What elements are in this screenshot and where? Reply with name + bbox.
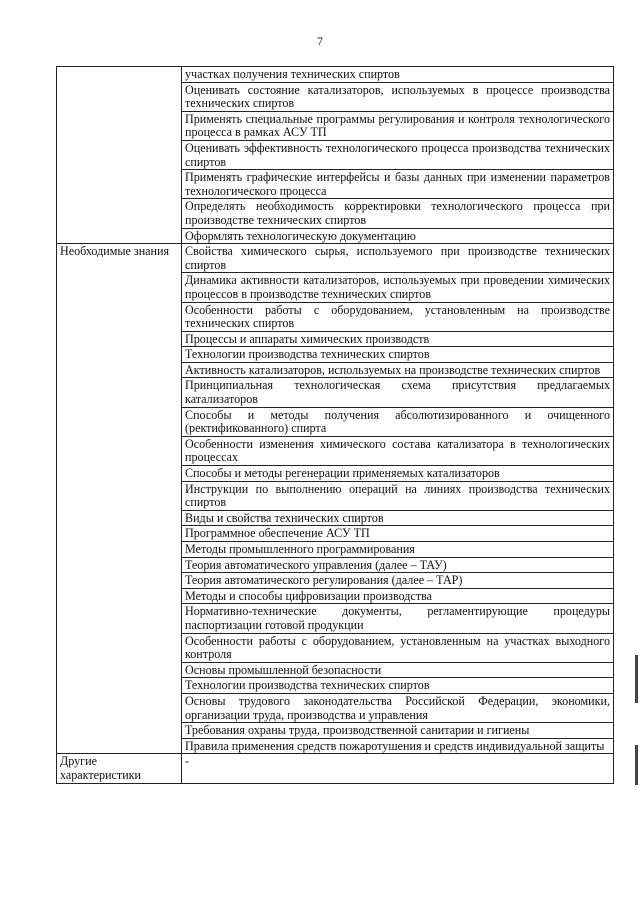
requirement-item: Теория автоматического управления (далее – ТАУ) [182,557,614,573]
requirement-item: участках получения технических спиртов [182,67,614,83]
requirement-item: Процессы и аппараты химических производств [182,331,614,347]
requirement-item: Оценивать состояние катализаторов, используемых в процессе производства технических спиртов [182,82,614,111]
requirement-item: Особенности изменения химического состава катализатора в технологических процессах [182,436,614,465]
requirement-item: Способы и методы регенерации применяемых катализаторов [182,466,614,482]
requirement-item: Требования охраны труда, производственной санитарии и гигиены [182,723,614,739]
requirement-item: Особенности работы с оборудованием, установленным на участках выходного контроля [182,633,614,662]
scan-edge-mark [635,655,638,703]
requirement-item: Правила применения средств пожаротушения и средств индивидуальной защиты [182,738,614,754]
requirements-table [56,66,614,784]
table-row [57,67,614,83]
requirement-item: Основы трудового законодательства Российской Федерации, экономики, организации труда, производства и управления [182,693,614,722]
requirement-item: Активность катализаторов, используемых на производстве технических спиртов [182,362,614,378]
section-label: Необходимые знания [57,244,182,754]
requirement-item: Методы промышленного программирования [182,542,614,558]
requirement-item: Теория автоматического регулирования (далее – ТАР) [182,573,614,589]
table-row [57,754,614,783]
table-row [57,244,614,273]
requirement-item: Программное обеспечение АСУ ТП [182,526,614,542]
section-label [57,67,182,244]
requirement-item: Инструкции по выполнению операций на линиях производства технических спиртов [182,481,614,510]
scan-edge-mark [635,745,638,785]
requirement-item: - [182,754,614,783]
requirement-item: Особенности работы с оборудованием, установленным на производстве технических спиртов [182,302,614,331]
requirement-item: Нормативно-технические документы, регламентирующие процедуры паспортизации готовой продукции [182,604,614,633]
requirement-item: Технологии производства технических спиртов [182,678,614,694]
requirement-item: Способы и методы получения абсолютизированного и очищенного (ректификованного) спирта [182,407,614,436]
requirement-item: Определять необходимость корректировки технологического процесса при производстве технических спиртов [182,199,614,228]
section-label: Другие характеристики [57,754,182,783]
requirement-item: Методы и способы цифровизации производства [182,588,614,604]
requirement-item: Оценивать эффективность технологического процесса производства технических спиртов [182,140,614,169]
requirement-item: Виды и свойства технических спиртов [182,510,614,526]
requirement-item: Технологии производства технических спиртов [182,347,614,363]
requirement-item: Принципиальная технологическая схема присутствия предлагаемых катализаторов [182,378,614,407]
requirement-item: Оформлять технологическую документацию [182,228,614,244]
requirement-item: Применять графические интерфейсы и базы данных при изменении параметров технологического процесса [182,170,614,199]
page-number: 7 [317,34,323,48]
requirement-item: Основы промышленной безопасности [182,662,614,678]
requirement-item: Свойства химического сырья, используемого при производстве технических спиртов [182,244,614,273]
requirement-item: Применять специальные программы регулирования и контроля технологического процесса в рамках АСУ ТП [182,111,614,140]
requirement-item: Динамика активности катализаторов, используемых при проведении химических процессов в производстве технических спиртов [182,273,614,302]
